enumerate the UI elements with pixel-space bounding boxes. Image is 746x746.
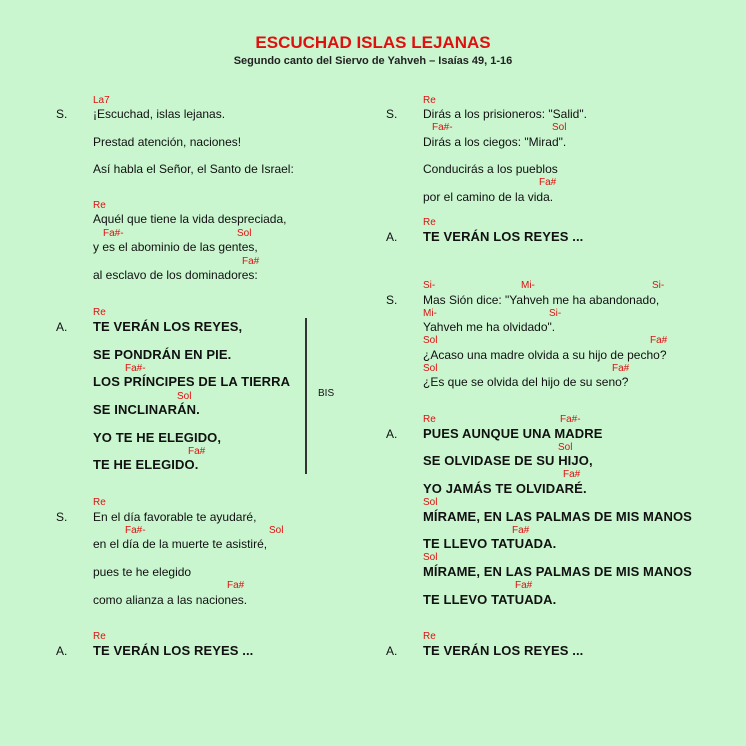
lyric-line: Dirás a los prisioneros: "Salid".: [423, 107, 587, 121]
chord: Fa#: [242, 256, 260, 267]
chord: Fa#-: [103, 228, 124, 239]
chorus-line: TE VERÁN LOS REYES ...: [93, 643, 254, 658]
chorus-line: TE LLEVO TATUADA.: [423, 592, 557, 607]
song-title: ESCUCHAD ISLAS LEJANAS: [255, 33, 491, 52]
chord: Sol: [423, 335, 438, 346]
chord: Sol: [177, 391, 192, 402]
lyric-line: ¿Acaso una madre olvida a su hijo de pecho?: [423, 348, 667, 362]
role-label-a: A.: [386, 427, 398, 441]
lyric-line: Mas Sión dice: "Yahveh me ha abandonado,: [423, 293, 660, 307]
chord: Re: [423, 217, 436, 228]
lyric-line: en el día de la muerte te asistiré,: [93, 537, 268, 551]
lyric-line: pues te he elegido: [93, 565, 192, 579]
role-label-s: S.: [386, 293, 398, 307]
chord: Fa#-: [560, 414, 581, 425]
chord: Re: [423, 631, 436, 642]
role-label-a: A.: [56, 644, 68, 658]
role-label-a: A.: [56, 320, 68, 334]
lyric-line: Conducirás a los pueblos: [423, 162, 558, 176]
chord: Re: [423, 95, 436, 106]
chorus-line: YO JAMÁS TE OLVIDARÉ.: [423, 481, 587, 496]
lyric-line: Yahveh me ha olvidado".: [423, 320, 556, 334]
role-label-a: A.: [386, 644, 398, 658]
chord: La7: [93, 95, 110, 106]
chorus-line: MÍRAME, EN LAS PALMAS DE MIS MANOS: [423, 509, 692, 524]
lyric-line: como alianza a las naciones.: [93, 593, 248, 607]
chorus-line: TE HE ELEGIDO.: [93, 457, 199, 472]
chord: Fa#: [563, 469, 581, 480]
chord: Sol: [269, 525, 284, 536]
chord: Fa#: [227, 580, 245, 591]
chord: Fa#-: [432, 122, 453, 133]
chord: Sol: [423, 363, 438, 374]
lyric-line: ¡Escuchad, islas lejanas.: [93, 107, 226, 121]
role-label-s: S.: [386, 107, 398, 121]
chorus-line: TE VERÁN LOS REYES,: [93, 319, 243, 334]
chord: Fa#: [650, 335, 668, 346]
chorus-line: LOS PRÍNCIPES DE LA TIERRA: [93, 374, 291, 389]
role-label-s: S.: [56, 107, 68, 121]
lyric-line: Prestad atención, naciones!: [93, 135, 242, 149]
chord: Re: [423, 414, 436, 425]
lyric-line: Así habla el Señor, el Santo de Israel:: [93, 162, 294, 176]
chorus-line: TE LLEVO TATUADA.: [423, 536, 557, 551]
chord: Fa#: [512, 525, 530, 536]
lyric-line: ¿Es que se olvida del hijo de su seno?: [423, 375, 629, 389]
chorus-line: PUES AUNQUE UNA MADRE: [423, 426, 603, 441]
role-label-a: A.: [386, 230, 398, 244]
chord: Sol: [423, 497, 438, 508]
chorus-line: YO TE HE ELEGIDO,: [93, 430, 222, 445]
chord: Re: [93, 631, 106, 642]
chord: Re: [93, 200, 106, 211]
chorus-line: TE VERÁN LOS REYES ...: [423, 229, 584, 244]
lyric-line: y es el abominio de las gentes,: [93, 240, 258, 254]
chord: Sol: [552, 122, 567, 133]
chord: Sol: [237, 228, 252, 239]
chord: Si-: [549, 308, 562, 319]
chord: Mi-: [521, 280, 535, 291]
chorus-line: TE VERÁN LOS REYES ...: [423, 643, 584, 658]
chord: Fa#-: [125, 525, 146, 536]
chorus-line: SE PONDRÁN EN PIE.: [93, 347, 232, 362]
chord: Sol: [558, 442, 573, 453]
lyric-line: al esclavo de los dominadores:: [93, 268, 258, 282]
chorus-line: SE INCLINARÁN.: [93, 402, 200, 417]
chord: Si-: [423, 280, 436, 291]
chorus-line: SE OLVIDASE DE SU HIJO,: [423, 453, 593, 468]
chord: Re: [93, 307, 106, 318]
chord: Fa#: [188, 446, 206, 457]
chord: Fa#: [612, 363, 630, 374]
bis-bracket: [305, 318, 307, 474]
chord: Re: [93, 497, 106, 508]
lyric-line: Dirás a los ciegos: "Mirad".: [423, 135, 567, 149]
song-subtitle: Segundo canto del Siervo de Yahveh – Isaías 49, 1-16: [233, 55, 513, 67]
lyric-line: En el día favorable te ayudaré,: [93, 510, 257, 524]
chord: Fa#: [515, 580, 533, 591]
lyric-line: Aquél que tiene la vida despreciada,: [93, 212, 287, 226]
bis-label: BIS: [318, 388, 335, 399]
chord: Fa#-: [125, 363, 146, 374]
chord: Fa#: [539, 177, 557, 188]
chord: Sol: [423, 552, 438, 563]
chord: Si-: [652, 280, 665, 291]
chorus-line: MÍRAME, EN LAS PALMAS DE MIS MANOS: [423, 564, 692, 579]
lyric-line: por el camino de la vida.: [423, 190, 554, 204]
chord: Mi-: [423, 308, 437, 319]
role-label-s: S.: [56, 510, 68, 524]
